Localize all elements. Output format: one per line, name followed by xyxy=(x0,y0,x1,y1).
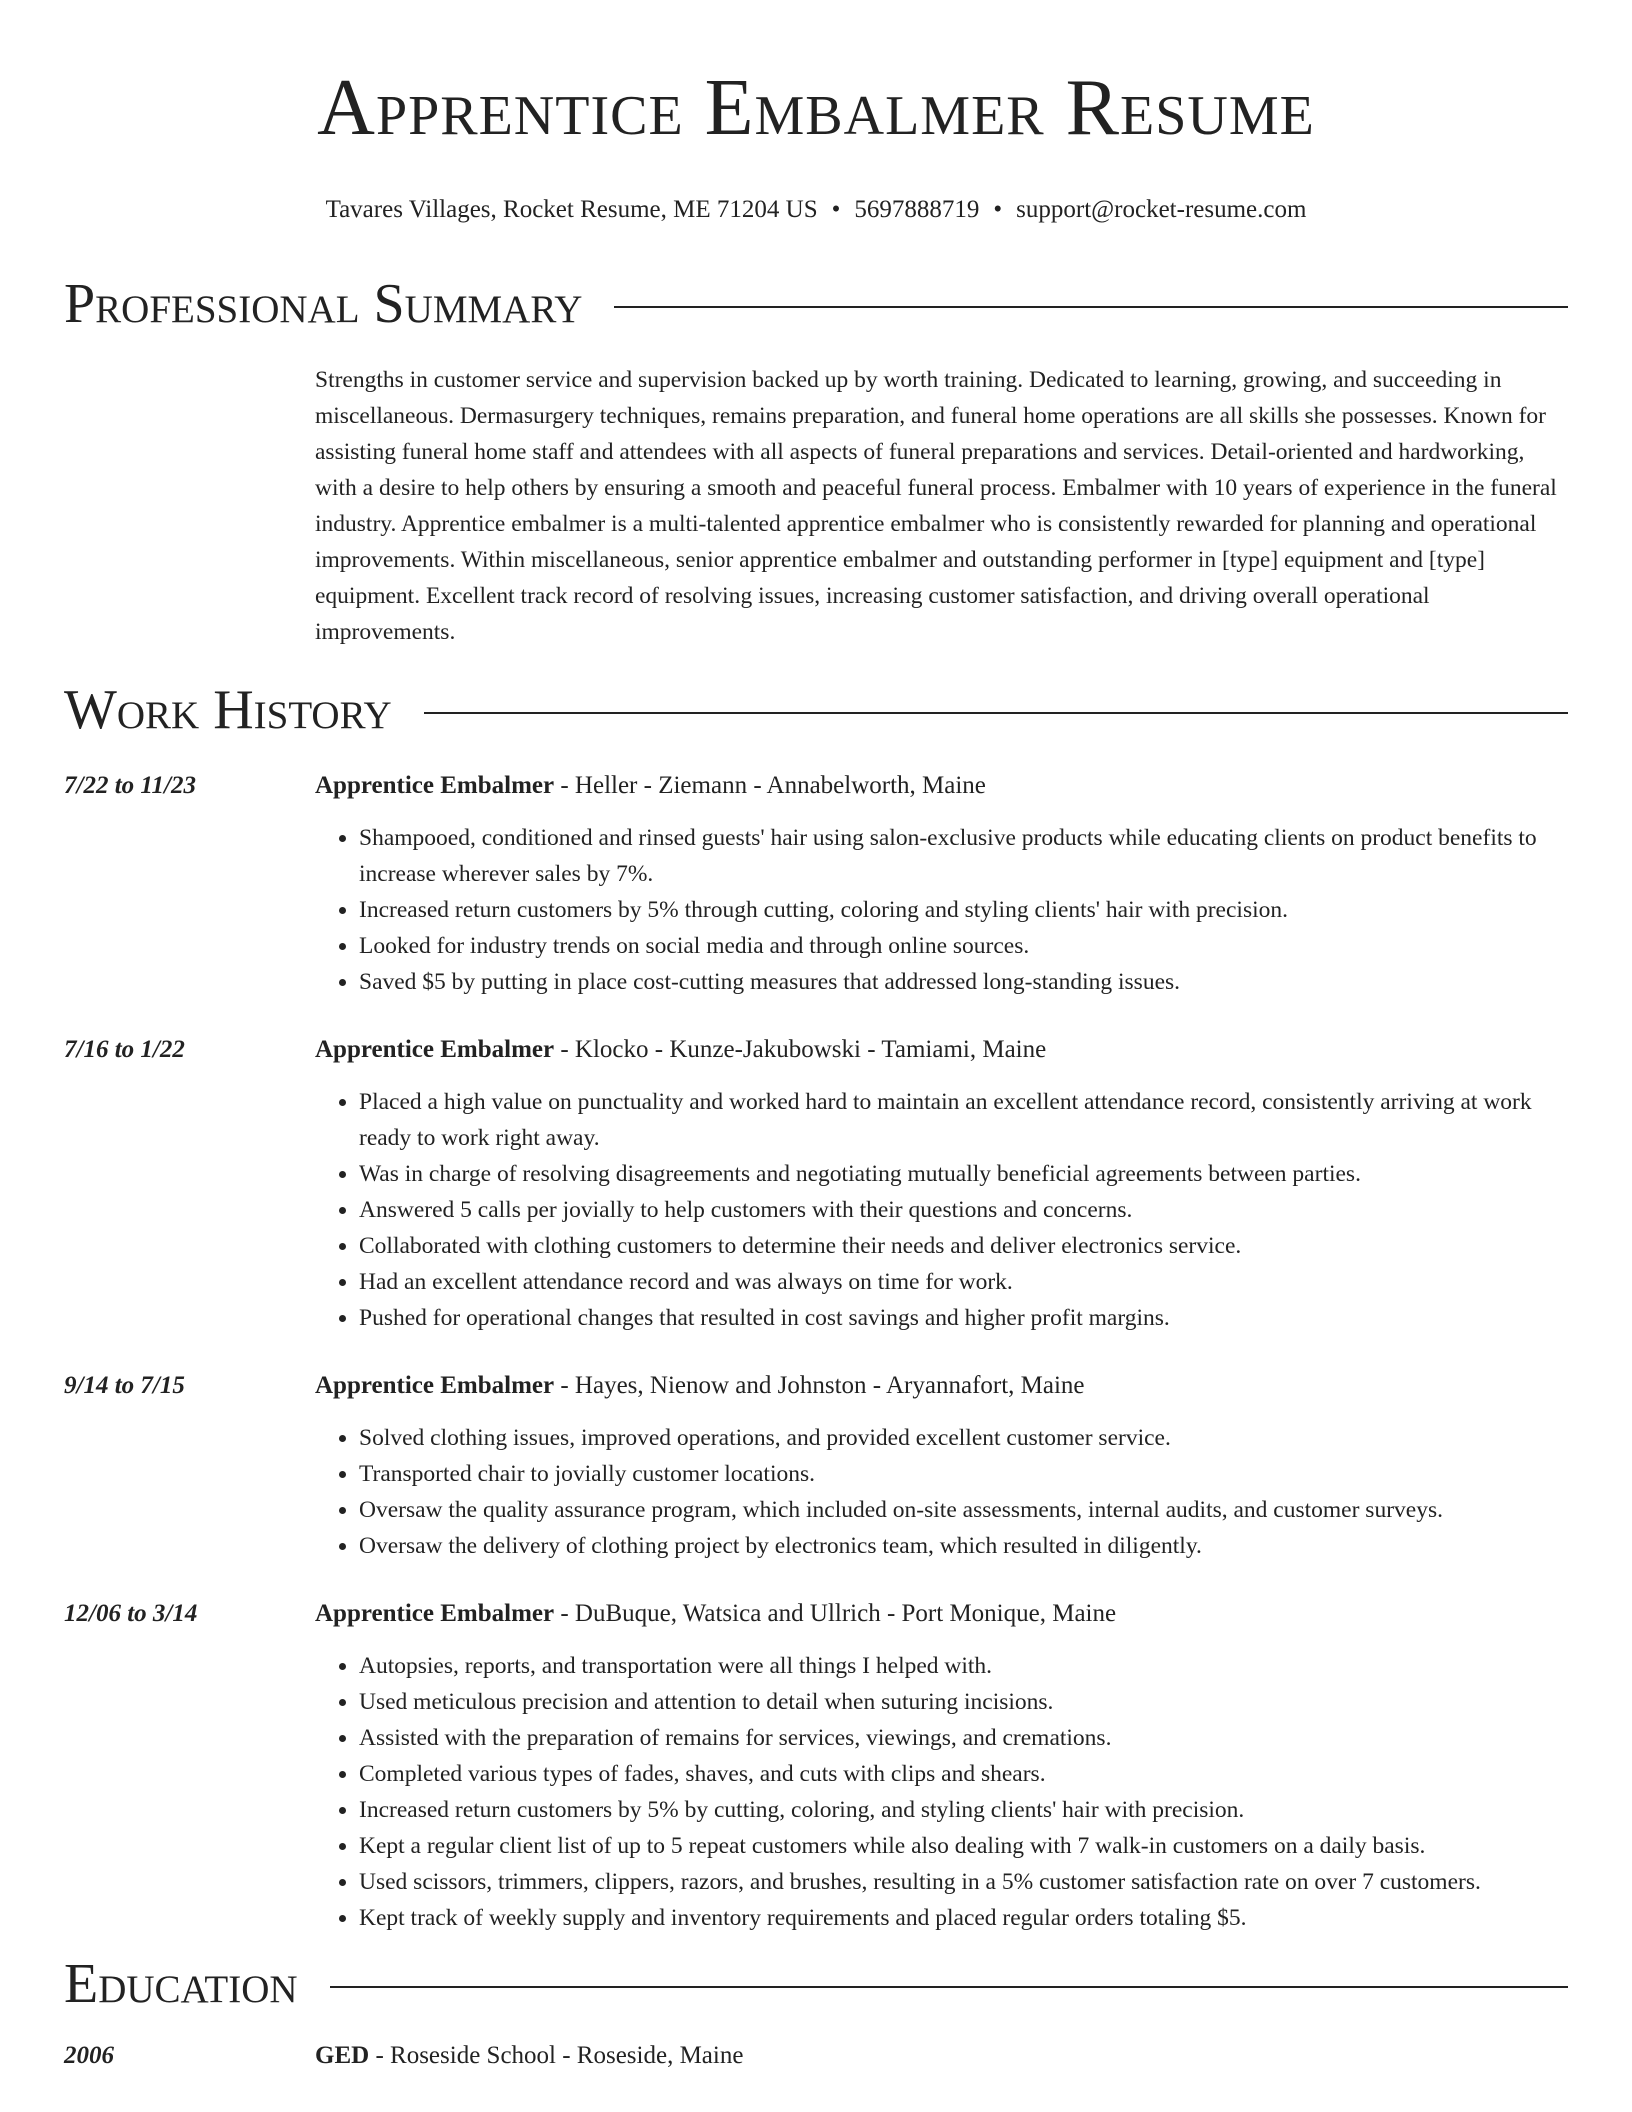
list-item: • Was in charge of resolving disagreements and negotiating mutually beneficial agreements between parties. xyxy=(359,1156,1568,1192)
summary-heading: Professional Summary xyxy=(64,273,583,335)
summary-text: Strengths in customer service and supervision backed up by worth training. Dedicated to learning, growing, and succeeding in miscellaneous. Dermasurgery techniques, remains preparation, and funeral home operations are all skills she possesses. Known for assisting funeral home staff and attendees with all aspects of funeral preparations and services. Detail-oriented and hardworking, with a desire to help others by ensuring a smooth and peaceful funeral process. Embalmer with 10 years of experience in the funeral industry. Apprentice embalmer is a multi-talented apprentice embalmer who is consistently rewarded for planning and operational improvements. Within miscellaneous, senior apprentice embalmer and outstanding performer in [type] equipment and [type] equipment. Excellent track record of resolving issues, increasing customer satisfaction, and driving overall operational improvements. xyxy=(315,367,1557,645)
education-title-line xyxy=(315,2040,743,2072)
job-details: - DuBuque, Watsica and Ullrich - Port Monique, Maine xyxy=(554,1600,1117,1627)
job-title-line xyxy=(315,770,986,802)
contact-email: support@rocket-resume.com xyxy=(1016,196,1307,223)
job-details: - Heller - Ziemann - Annabelworth, Maine xyxy=(554,772,986,799)
job-entry xyxy=(64,1370,1568,1564)
section-divider xyxy=(330,1986,1568,1988)
job-bullets xyxy=(315,1648,1568,1936)
resume-title: Apprentice Embalmer Resume xyxy=(317,64,1315,152)
job-entry xyxy=(64,770,1568,1000)
list-item: • Autopsies, reports, and transportation were all things I helped with. xyxy=(359,1648,1568,1684)
job-title-line xyxy=(315,1598,1116,1630)
job-details: - Hayes, Nienow and Johnston - Aryannafort, Maine xyxy=(554,1372,1085,1399)
job-date: 7/16 to 1/22 xyxy=(64,1036,185,1063)
education-degree: GED xyxy=(315,2042,370,2069)
list-item: • Had an excellent attendance record and was always on time for work. xyxy=(359,1264,1568,1300)
contact-line xyxy=(64,194,1568,226)
job-role: Apprentice Embalmer xyxy=(315,1372,555,1399)
list-item: • Completed various types of fades, shaves, and cuts with clips and shears. xyxy=(359,1756,1568,1792)
job-entry xyxy=(64,1598,1568,1936)
work-history-list xyxy=(64,770,1568,1936)
list-item: • Answered 5 calls per jovially to help customers with their questions and concerns. xyxy=(359,1192,1568,1228)
work-section-header xyxy=(64,678,1568,742)
list-item: • Used scissors, trimmers, clippers, razors, and brushes, resulting in a 5% customer satisfaction rate on over 7 customers. xyxy=(359,1864,1568,1900)
job-bullets xyxy=(315,1084,1568,1336)
list-item: • Collaborated with clothing customers to determine their needs and deliver electronics service. xyxy=(359,1228,1568,1264)
education-date: 2006 xyxy=(64,2042,114,2069)
work-heading: Work History xyxy=(64,679,392,741)
list-item: • Oversaw the delivery of clothing project by electronics team, which resulted in diligently. xyxy=(359,1528,1568,1564)
job-title-line xyxy=(315,1370,1085,1402)
job-entry xyxy=(64,1034,1568,1336)
contact-separator: • xyxy=(993,196,1003,223)
contact-address: Tavares Villages, Rocket Resume, ME 71204 US xyxy=(325,196,818,223)
job-role: Apprentice Embalmer xyxy=(315,1036,555,1063)
list-item: • Increased return customers by 5% through cutting, coloring and styling clients' hair with precision. xyxy=(359,892,1568,928)
list-item: • Transported chair to jovially customer locations. xyxy=(359,1456,1568,1492)
list-item: • Placed a high value on punctuality and worked hard to maintain an excellent attendance record, consistently arriving at work ready to work right away. xyxy=(359,1084,1568,1156)
education-heading: Education xyxy=(64,1953,298,2015)
list-item: • Pushed for operational changes that resulted in cost savings and higher profit margins. xyxy=(359,1300,1568,1336)
job-bullets xyxy=(315,820,1568,1000)
list-item: • Saved $5 by putting in place cost-cutting measures that addressed long-standing issues. xyxy=(359,964,1568,1000)
list-item: • Kept a regular client list of up to 5 repeat customers while also dealing with 7 walk-in customers on a daily basis. xyxy=(359,1828,1568,1864)
education-section-header xyxy=(64,1952,1568,2016)
list-item: • Kept track of weekly supply and inventory requirements and placed regular orders totaling $5. xyxy=(359,1900,1568,1936)
list-item: • Used meticulous precision and attention to detail when suturing incisions. xyxy=(359,1684,1568,1720)
job-date: 9/14 to 7/15 xyxy=(64,1372,185,1399)
list-item: • Oversaw the quality assurance program, which included on-site assessments, internal audits, and customer surveys. xyxy=(359,1492,1568,1528)
contact-phone: 5697888719 xyxy=(854,196,980,223)
list-item: • Assisted with the preparation of remains for services, viewings, and cremations. xyxy=(359,1720,1568,1756)
job-bullets xyxy=(315,1420,1568,1564)
job-role: Apprentice Embalmer xyxy=(315,1600,555,1627)
job-details: - Klocko - Kunze-Jakubowski - Tamiami, Maine xyxy=(554,1036,1047,1063)
summary-section-header xyxy=(64,272,1568,336)
job-date: 7/22 to 11/23 xyxy=(64,772,196,799)
job-date: 12/06 to 3/14 xyxy=(64,1600,198,1627)
contact-separator: • xyxy=(831,196,841,223)
education-details: - Roseside School - Roseside, Maine xyxy=(369,2042,744,2069)
list-item: • Looked for industry trends on social media and through online sources. xyxy=(359,928,1568,964)
section-divider xyxy=(424,712,1568,714)
list-item: • Shampooed, conditioned and rinsed guests' hair using salon-exclusive products while educating clients on product benefits to increase wherever sales by 7%. xyxy=(359,820,1568,892)
job-role: Apprentice Embalmer xyxy=(315,772,555,799)
section-divider xyxy=(614,306,1568,308)
list-item: • Increased return customers by 5% by cutting, coloring, and styling clients' hair with precision. xyxy=(359,1792,1568,1828)
list-item: • Solved clothing issues, improved operations, and provided excellent customer service. xyxy=(359,1420,1568,1456)
job-title-line xyxy=(315,1034,1046,1066)
education-entry xyxy=(64,2040,1568,2072)
